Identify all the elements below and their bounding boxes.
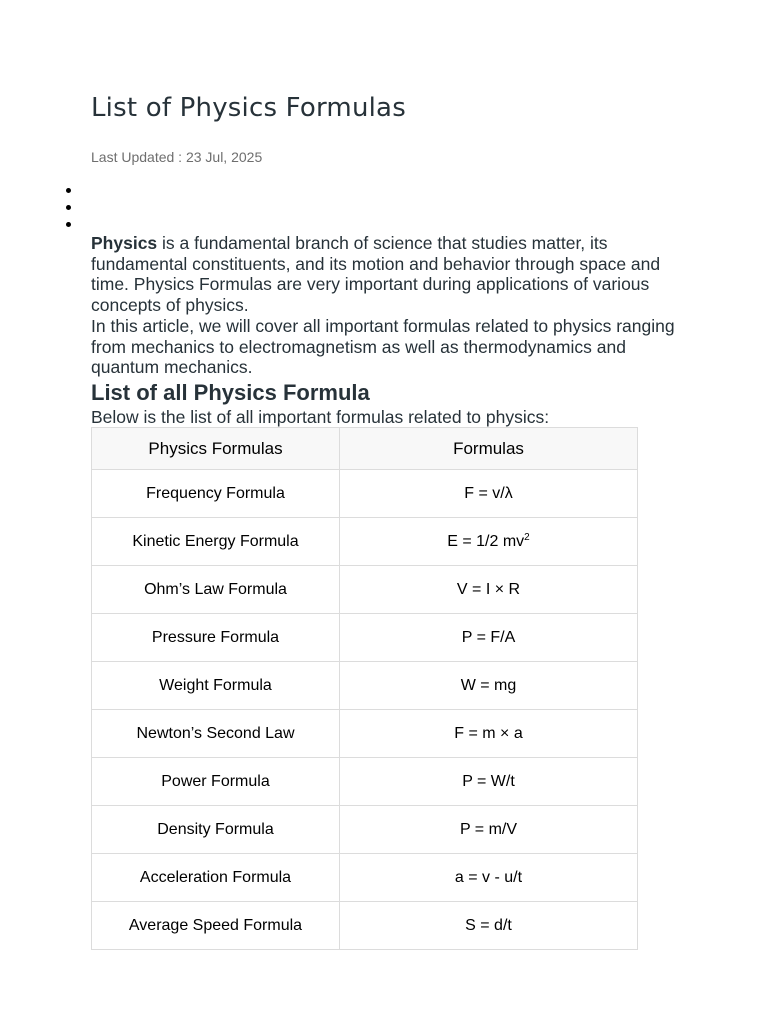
formula-name-cell: Power Formula <box>92 758 340 806</box>
formula-name-cell: Newton’s Second Law <box>92 710 340 758</box>
table-row <box>92 470 638 518</box>
table-row <box>92 518 638 566</box>
column-header-formulas: Formulas <box>340 428 638 470</box>
section-intro: Below is the list of all important formulas related to physics: <box>91 407 550 427</box>
table-row <box>92 902 638 950</box>
table-header-row <box>92 428 638 470</box>
article <box>91 88 681 934</box>
formula-table <box>91 427 638 950</box>
intro-paragraph-2: In this article, we will cover all important formulas related to physics ranging from mechanics to electromagnetism as well as thermodynamics and quantum mechanics. <box>91 315 675 378</box>
page-title: List of Physics Formulas <box>91 93 406 123</box>
formula-cell: F = m × a <box>340 710 638 758</box>
intro-text <box>91 233 681 378</box>
table-row <box>92 710 638 758</box>
last-updated <box>91 148 681 166</box>
formula-name-cell: Average Speed Formula <box>92 902 340 950</box>
formula-name-cell: Density Formula <box>92 806 340 854</box>
intro-paragraph-1: is a fundamental branch of science that studies matter, its fundamental constituents, and its motion and behavior through space and time. Physics Formulas are very important during applications of various concepts of physics. <box>91 233 661 316</box>
last-updated-date: 23 Jul, 2025 <box>185 149 263 165</box>
formula-name-cell: Pressure Formula <box>92 614 340 662</box>
last-updated-label: Last Updated : <box>91 149 186 165</box>
table-row <box>92 758 638 806</box>
formula-name-cell: Acceleration Formula <box>92 854 340 902</box>
formula-cell: V = I × R <box>340 566 638 614</box>
formula-superscript: 2 <box>524 531 530 543</box>
table-row <box>92 614 638 662</box>
formula-cell: P = F/A <box>340 614 638 662</box>
table-row <box>92 662 638 710</box>
formula-name-cell: Ohm’s Law Formula <box>92 566 340 614</box>
formula-cell: P = W/t <box>340 758 638 806</box>
formula-name-cell: Frequency Formula <box>92 470 340 518</box>
formula-cell <box>340 518 638 566</box>
formula-name-cell: Kinetic Energy Formula <box>92 518 340 566</box>
formula-cell: S = d/t <box>340 902 638 950</box>
formula-cell: P = m/V <box>340 806 638 854</box>
formula-text: E = 1/2 mv <box>447 532 525 550</box>
formula-cell: W = mg <box>340 662 638 710</box>
formula-name-cell: Weight Formula <box>92 662 340 710</box>
formula-cell: a = v - u/t <box>340 854 638 902</box>
table-row <box>92 854 638 902</box>
formula-cell: F = v/λ <box>340 470 638 518</box>
table-row <box>92 566 638 614</box>
column-header-physics-formulas: Physics Formulas <box>92 428 340 470</box>
intro-bold-term: Physics <box>91 233 158 253</box>
section-heading: List of all Physics Formula <box>91 380 370 405</box>
table-row <box>92 806 638 854</box>
